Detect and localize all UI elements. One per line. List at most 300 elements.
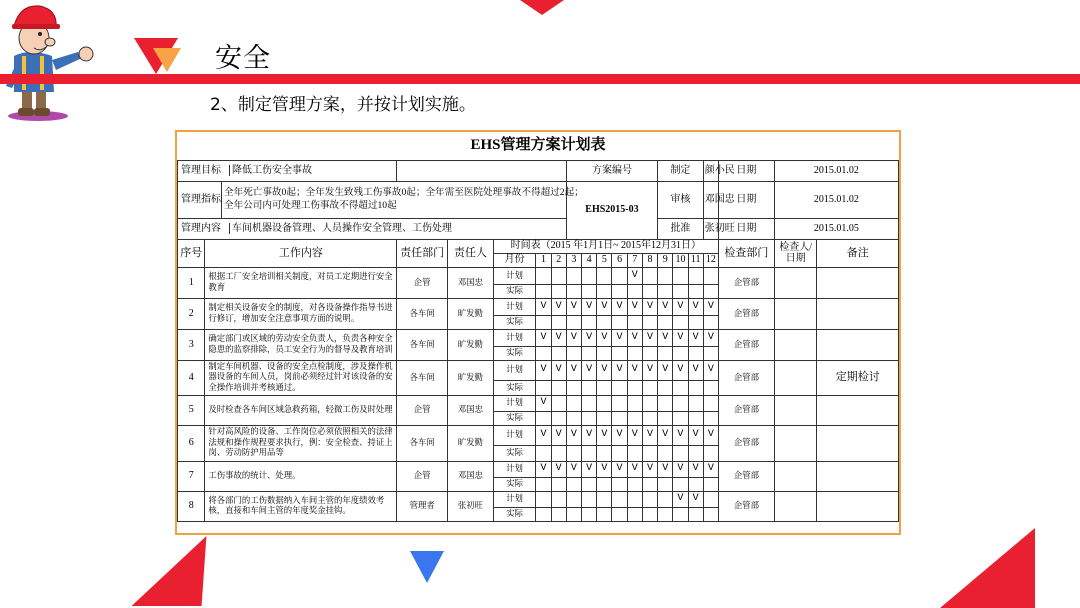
row-actual-mark-10 <box>673 284 688 298</box>
row-plan-mark-5: V <box>597 461 612 477</box>
row-plan-mark-5: V <box>597 298 612 315</box>
row-actual-mark-12 <box>703 346 718 360</box>
row-actual-mark-6 <box>612 445 627 461</box>
row-actual-mark-1 <box>536 507 551 521</box>
row-plan-mark-10: V <box>673 461 688 477</box>
row-actual-label: 实际 <box>493 346 536 360</box>
row-plan-mark-8: V <box>642 425 657 445</box>
header-month-7: 7 <box>627 253 642 267</box>
row-actual-mark-4 <box>582 411 597 425</box>
row-actual-mark-11 <box>688 380 703 395</box>
row-content: 针对高风险的设备、工作岗位必须依照相关的法律法规和操作规程要求执行，例：安全检查、持证上岗、劳动防护用品等 <box>205 425 397 461</box>
row-remark <box>817 298 899 329</box>
row-plan-mark-5 <box>597 267 612 284</box>
row-plan-mark-10 <box>673 267 688 284</box>
row-actual-mark-6 <box>612 477 627 491</box>
row-actual-mark-3 <box>566 284 581 298</box>
row-actual-mark-9 <box>658 507 673 521</box>
header-month-8: 8 <box>642 253 657 267</box>
row-actual-label: 实际 <box>493 507 536 521</box>
header-month-12: 12 <box>703 253 718 267</box>
page-subtitle: 2、制定管理方案，并按计划实施。 <box>210 95 476 115</box>
sheet-title: EHS管理方案计划表 <box>178 132 899 160</box>
row-actual-mark-9 <box>658 315 673 329</box>
row-actual-mark-2 <box>551 507 566 521</box>
header-person: 责任人 <box>448 239 494 267</box>
row-plan-mark-6 <box>612 395 627 411</box>
row-actual-mark-4 <box>582 284 597 298</box>
row-actual-mark-4 <box>582 346 597 360</box>
row-plan-mark-4: V <box>582 461 597 477</box>
row-check-dept: 企管部 <box>718 491 774 521</box>
row-checker <box>774 267 817 298</box>
row-actual-mark-6 <box>612 507 627 521</box>
row-actual-mark-9 <box>658 445 673 461</box>
row-plan-mark-5: V <box>597 360 612 380</box>
row-actual-label: 实际 <box>493 284 536 298</box>
goal-label: 管理目标 <box>178 165 230 177</box>
top-red-triangle <box>520 0 564 15</box>
row-remark <box>817 425 899 461</box>
row-plan-mark-6 <box>612 267 627 284</box>
row-actual-mark-6 <box>612 411 627 425</box>
row-check-dept: 企管部 <box>718 360 774 395</box>
row-actual-mark-10 <box>673 445 688 461</box>
row-plan-mark-2: V <box>551 360 566 380</box>
row-content: 根据工厂安全培训相关制度，对员工定期进行安全教育 <box>205 267 397 298</box>
row-actual-mark-3 <box>566 445 581 461</box>
row-plan-mark-10: V <box>673 425 688 445</box>
row-plan-mark-2 <box>551 491 566 507</box>
row-plan-mark-1: V <box>536 329 551 346</box>
table-row <box>178 329 899 346</box>
index-label: 管理指标 <box>178 182 222 218</box>
row-plan-mark-11: V <box>688 461 703 477</box>
row-person: 邓国忠 <box>448 395 494 425</box>
approve-date: 2015.01.05 <box>774 218 898 239</box>
row-plan-mark-9 <box>658 491 673 507</box>
row-actual-mark-8 <box>642 411 657 425</box>
row-actual-mark-8 <box>642 284 657 298</box>
row-actual-mark-3 <box>566 346 581 360</box>
row-plan-mark-11: V <box>688 491 703 507</box>
header-month: 月份 <box>493 253 536 267</box>
review-label: 审核 <box>658 181 704 218</box>
row-actual-mark-4 <box>582 477 597 491</box>
row-person: 旷发勤 <box>448 329 494 360</box>
row-plan-mark-7: V <box>627 329 642 346</box>
row-plan-mark-3: V <box>566 360 581 380</box>
row-actual-mark-2 <box>551 411 566 425</box>
table-row <box>178 425 899 445</box>
header-month-1: 1 <box>536 253 551 267</box>
row-plan-label: 计划 <box>493 267 536 284</box>
row-actual-mark-4 <box>582 380 597 395</box>
row-actual-label: 实际 <box>493 380 536 395</box>
row-actual-mark-12 <box>703 284 718 298</box>
index-line-2: 全年公司内可处理工伤事故不得超过10起 <box>224 199 397 211</box>
table-row <box>178 461 899 477</box>
header-checker: 检查人/日期 <box>774 239 817 267</box>
row-actual-mark-2 <box>551 315 566 329</box>
row-plan-mark-12: V <box>703 329 718 346</box>
row-dept: 各车间 <box>397 298 448 329</box>
row-plan-mark-2: V <box>551 329 566 346</box>
row-actual-mark-3 <box>566 507 581 521</box>
row-actual-mark-3 <box>566 411 581 425</box>
row-plan-mark-11: V <box>688 425 703 445</box>
row-actual-mark-3 <box>566 315 581 329</box>
row-plan-mark-4: V <box>582 329 597 346</box>
row-actual-mark-7 <box>627 477 642 491</box>
row-actual-mark-5 <box>597 284 612 298</box>
row-person: 邓国忠 <box>448 461 494 491</box>
row-plan-mark-3: V <box>566 461 581 477</box>
row-plan-label: 计划 <box>493 425 536 445</box>
row-actual-mark-10 <box>673 507 688 521</box>
row-person: 邓国忠 <box>448 267 494 298</box>
row-content: 确定部门或区域的劳动安全负责人，负责各种安全隐患的监察排除，员工安全行为的督导及教育培训 <box>205 329 397 360</box>
header-month-5: 5 <box>597 253 612 267</box>
header-dept: 责任部门 <box>397 239 448 267</box>
row-dept: 各车间 <box>397 329 448 360</box>
row-checker <box>774 298 817 329</box>
table-row <box>178 298 899 315</box>
row-dept: 企管 <box>397 267 448 298</box>
row-actual-label: 实际 <box>493 315 536 329</box>
row-actual-mark-10 <box>673 411 688 425</box>
row-plan-mark-8 <box>642 395 657 411</box>
row-actual-mark-2 <box>551 477 566 491</box>
row-remark <box>817 491 899 521</box>
row-remark: 定期检讨 <box>817 360 899 395</box>
row-plan-mark-11: V <box>688 360 703 380</box>
row-plan-mark-5: V <box>597 329 612 346</box>
row-plan-mark-2: V <box>551 461 566 477</box>
row-actual-label: 实际 <box>493 445 536 461</box>
row-plan-mark-9: V <box>658 360 673 380</box>
row-plan-mark-1: V <box>536 461 551 477</box>
row-checker <box>774 461 817 491</box>
row-content: 工伤事故的统计、处理。 <box>205 461 397 491</box>
table-row <box>178 491 899 507</box>
row-dept: 各车间 <box>397 425 448 461</box>
row-remark <box>817 267 899 298</box>
row-no: 6 <box>178 425 205 461</box>
row-actual-mark-7 <box>627 380 642 395</box>
row-actual-label: 实际 <box>493 477 536 491</box>
row-actual-mark-8 <box>642 380 657 395</box>
row-content: 制定车间机器、设备的安全点检制度，涉及操作机器设备的车间人员，岗前必须经过针对该设备的安全操作培训并考核通过。 <box>205 360 397 395</box>
row-plan-mark-6: V <box>612 360 627 380</box>
reviewed-by: 邓国忠 <box>703 181 718 218</box>
plan-no-label: 方案编号 <box>566 160 657 181</box>
row-actual-mark-8 <box>642 315 657 329</box>
row-actual-mark-10 <box>673 380 688 395</box>
row-actual-mark-3 <box>566 477 581 491</box>
row-plan-mark-6: V <box>612 298 627 315</box>
approved-by: 张初旺 <box>703 218 718 239</box>
row-plan-mark-6: V <box>612 461 627 477</box>
title-marker-orange <box>153 48 181 72</box>
row-plan-mark-10: V <box>673 360 688 380</box>
row-plan-mark-1: V <box>536 298 551 315</box>
row-actual-mark-9 <box>658 284 673 298</box>
row-plan-mark-7 <box>627 491 642 507</box>
made-by: 颜小民 <box>703 160 718 181</box>
row-plan-mark-7: V <box>627 298 642 315</box>
header-month-9: 9 <box>658 253 673 267</box>
row-actual-mark-5 <box>597 346 612 360</box>
row-plan-mark-12: V <box>703 298 718 315</box>
row-actual-mark-1 <box>536 477 551 491</box>
row-actual-mark-12 <box>703 411 718 425</box>
row-plan-mark-11 <box>688 395 703 411</box>
row-plan-mark-1: V <box>536 425 551 445</box>
row-no: 4 <box>178 360 205 395</box>
row-actual-mark-4 <box>582 507 597 521</box>
row-plan-mark-9 <box>658 267 673 284</box>
row-plan-mark-3 <box>566 491 581 507</box>
table-row <box>178 267 899 284</box>
row-plan-mark-8 <box>642 267 657 284</box>
row-plan-mark-2 <box>551 395 566 411</box>
row-plan-mark-6: V <box>612 425 627 445</box>
row-remark <box>817 329 899 360</box>
row-actual-mark-6 <box>612 284 627 298</box>
goal-value: 降低工伤安全事故 <box>232 164 312 176</box>
row-plan-mark-12 <box>703 491 718 507</box>
row-plan-mark-2 <box>551 267 566 284</box>
row-plan-mark-5 <box>597 395 612 411</box>
row-plan-label: 计划 <box>493 360 536 380</box>
row-actual-mark-5 <box>597 507 612 521</box>
row-actual-mark-11 <box>688 411 703 425</box>
row-checker <box>774 491 817 521</box>
row-actual-mark-11 <box>688 507 703 521</box>
row-plan-mark-5: V <box>597 425 612 445</box>
row-actual-label: 实际 <box>493 411 536 425</box>
row-checker <box>774 360 817 395</box>
row-actual-mark-12 <box>703 445 718 461</box>
row-no: 8 <box>178 491 205 521</box>
row-plan-mark-4 <box>582 395 597 411</box>
row-check-dept: 企管部 <box>718 298 774 329</box>
row-plan-mark-3: V <box>566 329 581 346</box>
bottom-left-red-triangle <box>132 536 207 606</box>
row-actual-mark-3 <box>566 380 581 395</box>
row-plan-mark-11 <box>688 267 703 284</box>
row-plan-mark-10 <box>673 395 688 411</box>
row-check-dept: 企管部 <box>718 395 774 425</box>
row-remark <box>817 395 899 425</box>
row-checker <box>774 425 817 461</box>
ehs-plan-table <box>177 132 899 522</box>
row-actual-mark-2 <box>551 346 566 360</box>
review-date-label: 日期 <box>718 181 774 218</box>
bottom-blue-triangle <box>410 551 444 583</box>
bottom-right-red-triangle <box>940 528 1035 608</box>
row-plan-mark-12: V <box>703 461 718 477</box>
row-actual-mark-10 <box>673 346 688 360</box>
row-plan-mark-7: V <box>627 425 642 445</box>
row-plan-mark-9: V <box>658 461 673 477</box>
row-actual-mark-12 <box>703 380 718 395</box>
row-content: 及时检查各车间区域急救药箱，轻微工伤及时处理 <box>205 395 397 425</box>
row-plan-mark-7 <box>627 395 642 411</box>
row-actual-mark-2 <box>551 380 566 395</box>
row-actual-mark-12 <box>703 315 718 329</box>
row-plan-mark-10: V <box>673 298 688 315</box>
row-plan-mark-1 <box>536 491 551 507</box>
row-check-dept: 企管部 <box>718 329 774 360</box>
page-title: 安全 <box>215 43 271 74</box>
row-no: 7 <box>178 461 205 491</box>
row-actual-mark-8 <box>642 346 657 360</box>
row-actual-mark-2 <box>551 445 566 461</box>
row-actual-mark-5 <box>597 477 612 491</box>
row-actual-mark-9 <box>658 477 673 491</box>
row-plan-label: 计划 <box>493 395 536 411</box>
row-plan-mark-12 <box>703 267 718 284</box>
row-content: 制定相关设备安全的制度，对各设备操作指导书进行修订，增加安全注意事项方面的说明。 <box>205 298 397 329</box>
row-actual-mark-1 <box>536 445 551 461</box>
row-plan-mark-1 <box>536 267 551 284</box>
row-actual-mark-6 <box>612 315 627 329</box>
header-month-11: 11 <box>688 253 703 267</box>
row-dept: 各车间 <box>397 360 448 395</box>
header-red-band <box>0 74 1080 84</box>
row-plan-label: 计划 <box>493 329 536 346</box>
row-actual-mark-12 <box>703 507 718 521</box>
row-actual-mark-10 <box>673 477 688 491</box>
row-person: 旷发勤 <box>448 298 494 329</box>
row-plan-mark-6: V <box>612 329 627 346</box>
row-plan-mark-11: V <box>688 298 703 315</box>
row-actual-mark-1 <box>536 411 551 425</box>
row-actual-mark-7 <box>627 411 642 425</box>
row-plan-label: 计划 <box>493 461 536 477</box>
row-plan-mark-9 <box>658 395 673 411</box>
row-actual-mark-10 <box>673 315 688 329</box>
row-dept: 企管 <box>397 395 448 425</box>
header-month-4: 4 <box>582 253 597 267</box>
row-checker <box>774 329 817 360</box>
row-no: 3 <box>178 329 205 360</box>
row-actual-mark-7 <box>627 507 642 521</box>
header-remark: 备注 <box>817 239 899 267</box>
row-actual-mark-11 <box>688 284 703 298</box>
row-plan-mark-10: V <box>673 491 688 507</box>
approve-date-label: 日期 <box>718 218 774 239</box>
made-label: 制定 <box>658 160 704 181</box>
header-check-dept: 检查部门 <box>718 239 774 267</box>
row-plan-mark-4: V <box>582 425 597 445</box>
row-plan-mark-7: V <box>627 267 642 284</box>
header-no: 序号 <box>178 239 205 267</box>
row-plan-mark-1: V <box>536 360 551 380</box>
index-line-1: 全年死亡事故0起；全年发生致残工伤事故0起；全年需至医院处理事故不得超过2起； <box>224 186 584 198</box>
row-plan-mark-3 <box>566 267 581 284</box>
row-check-dept: 企管部 <box>718 425 774 461</box>
row-check-dept: 企管部 <box>718 461 774 491</box>
row-actual-mark-9 <box>658 380 673 395</box>
row-plan-mark-7: V <box>627 360 642 380</box>
row-plan-mark-4 <box>582 267 597 284</box>
header-work: 工作内容 <box>205 239 397 267</box>
row-actual-mark-1 <box>536 380 551 395</box>
row-actual-mark-2 <box>551 284 566 298</box>
row-actual-mark-4 <box>582 315 597 329</box>
row-plan-mark-1: V <box>536 395 551 411</box>
row-plan-mark-7: V <box>627 461 642 477</box>
content-label: 管理内容 <box>178 223 230 235</box>
row-person: 旷发勤 <box>448 360 494 395</box>
row-actual-mark-5 <box>597 315 612 329</box>
row-actual-mark-7 <box>627 284 642 298</box>
row-no: 2 <box>178 298 205 329</box>
row-check-dept: 企管部 <box>718 267 774 298</box>
row-plan-mark-12: V <box>703 360 718 380</box>
row-plan-mark-8: V <box>642 298 657 315</box>
row-plan-mark-12: V <box>703 425 718 445</box>
row-person: 旷发勤 <box>448 425 494 461</box>
ehs-plan-sheet <box>175 130 901 535</box>
row-actual-mark-6 <box>612 380 627 395</box>
row-actual-mark-11 <box>688 315 703 329</box>
row-plan-label: 计划 <box>493 298 536 315</box>
row-actual-mark-6 <box>612 346 627 360</box>
row-actual-mark-7 <box>627 346 642 360</box>
header-month-10: 10 <box>673 253 688 267</box>
row-actual-mark-8 <box>642 507 657 521</box>
table-row <box>178 395 899 411</box>
row-plan-mark-10: V <box>673 329 688 346</box>
row-plan-mark-5 <box>597 491 612 507</box>
row-actual-mark-11 <box>688 477 703 491</box>
row-plan-mark-6 <box>612 491 627 507</box>
row-plan-mark-2: V <box>551 425 566 445</box>
header-month-3: 3 <box>566 253 581 267</box>
made-date-label: 日期 <box>718 160 774 181</box>
row-plan-mark-4: V <box>582 298 597 315</box>
row-plan-mark-8: V <box>642 329 657 346</box>
row-actual-mark-11 <box>688 346 703 360</box>
row-person: 张初旺 <box>448 491 494 521</box>
row-plan-mark-8: V <box>642 360 657 380</box>
row-actual-mark-7 <box>627 445 642 461</box>
row-plan-mark-3 <box>566 395 581 411</box>
header-month-2: 2 <box>551 253 566 267</box>
header-month-6: 6 <box>612 253 627 267</box>
row-plan-label: 计划 <box>493 491 536 507</box>
row-actual-mark-7 <box>627 315 642 329</box>
row-actual-mark-1 <box>536 315 551 329</box>
safety-worker-mascot-icon <box>0 0 110 122</box>
header-timeline: 时间表（2015 年1月1日~ 2015年12月31日） <box>493 239 718 253</box>
row-plan-mark-9: V <box>658 329 673 346</box>
row-plan-mark-4 <box>582 491 597 507</box>
row-checker <box>774 395 817 425</box>
row-plan-mark-11: V <box>688 329 703 346</box>
row-actual-mark-11 <box>688 445 703 461</box>
row-actual-mark-9 <box>658 411 673 425</box>
row-plan-mark-12 <box>703 395 718 411</box>
row-plan-mark-8 <box>642 491 657 507</box>
row-actual-mark-4 <box>582 445 597 461</box>
row-remark <box>817 461 899 491</box>
row-plan-mark-9: V <box>658 298 673 315</box>
